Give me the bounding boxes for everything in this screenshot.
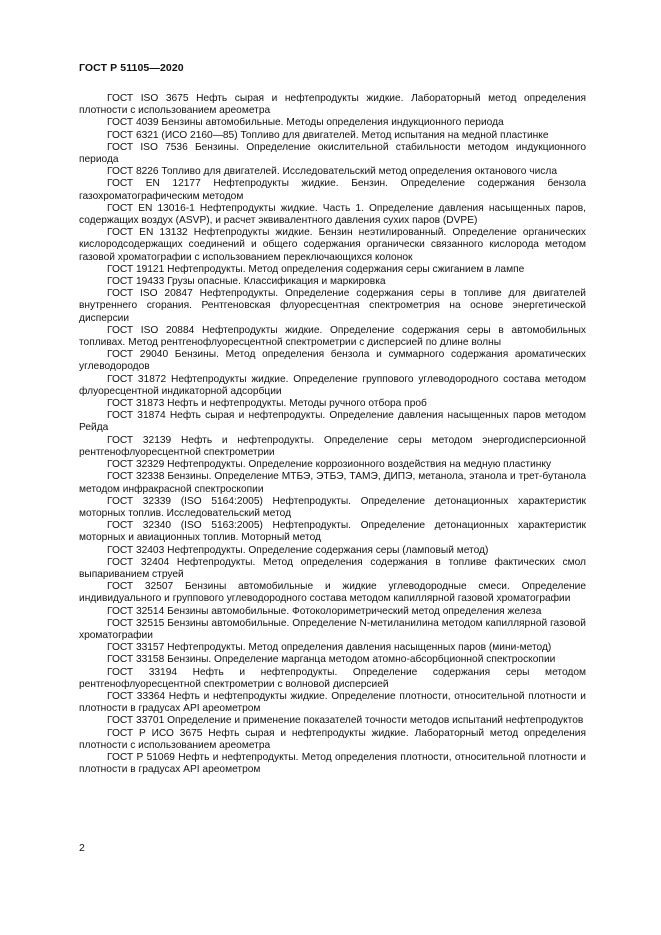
reference-entry: ГОСТ 32329 Нефтепродукты. Определение коррозионного воздействия на медную пластинку bbox=[107, 459, 552, 471]
reference-entry: ГОСТ 32404 Нефтепродукты. Метод определения содержания в топливе фактических смол выпариванием струей bbox=[79, 556, 586, 580]
reference-entry: ГОСТ 32515 Бензины автомобильные. Определение N-метиланилина методом капиллярной газовой хроматографии bbox=[79, 617, 586, 641]
reference-entry: ГОСТ 31873 Нефть и нефтепродукты. Методы ручного отбора проб bbox=[107, 398, 427, 410]
reference-entry: ГОСТ 33157 Нефтепродукты. Метод определения давления насыщенных паров (мини-метод) bbox=[107, 642, 552, 654]
reference-entry: ГОСТ 32339 (ISO 5164:2005) Нефтепродукты. Определение детонационных характеристик моторных топлив. Исследовательский метод bbox=[79, 495, 586, 519]
reference-entry: ГОСТ ISO 20847 Нефтепродукты. Определение содержания серы в топливе для двигателей внутреннего сгорания. Рентгеновская флуоресцентная спектрометрия на основе энергетической дисперсии bbox=[79, 288, 586, 324]
reference-entry: ГОСТ 33194 Нефть и нефтепродукты. Определение содержания серы методом рентгенофлуоресцентной спектрометрии с волновой дисперсией bbox=[79, 666, 586, 690]
reference-entry: ГОСТ 32403 Нефтепродукты. Определение содержания серы (ламповый метод) bbox=[107, 544, 489, 556]
reference-entry: ГОСТ 29040 Бензины. Метод определения бензола и суммарного содержания ароматических углеводородов bbox=[79, 349, 586, 373]
reference-entry: ГОСТ 33364 Нефть и нефтепродукты жидкие. Определение плотности, относительной плотности и плотности в градусах API ареометром bbox=[79, 690, 586, 715]
reference-entry: ГОСТ EN 12177 Нефтепродукты жидкие. Бензин. Определение содержания бензола газохроматографическим методом bbox=[79, 178, 586, 202]
page-header-title: ГОСТ Р 51105—2020 bbox=[79, 62, 184, 74]
reference-entry: ГОСТ 8226 Топливо для двигателей. Исследовательский метод определения октанового числа bbox=[107, 166, 557, 178]
reference-entry: ГОСТ ISO 7536 Бензины. Определение окислительной стабильности методом индукционного периода bbox=[79, 141, 586, 166]
reference-entry: ГОСТ ISO 3675 Нефть сырая и нефтепродукты жидкие. Лабораторный метод определения плотности с использованием ареометра bbox=[79, 93, 586, 117]
reference-entry: ГОСТ 4039 Бензины автомобильные. Методы определения индукционного периода bbox=[107, 117, 504, 129]
reference-entry: ГОСТ Р 51069 Нефть и нефтепродукты. Метод определения плотности, относительной плотности и плотности в градусах API ареометром bbox=[79, 751, 586, 776]
normative-references-list bbox=[79, 93, 586, 776]
reference-entry: ГОСТ 32139 Нефть и нефтепродукты. Определение серы методом энергодисперсионной рентгенофлуоресцентной спектрометрии bbox=[79, 434, 586, 458]
reference-entry: ГОСТ 32338 Бензины. Определение МТБЭ, ЭТБЭ, ТАМЭ, ДИПЭ, метанола, этанола и трет-бутанола методом инфракрасной спектроскопии bbox=[79, 471, 586, 495]
reference-entry: ГОСТ 31872 Нефтепродукты жидкие. Определение группового углеводородного состава методом флуоресцентной индикаторной адсорбции bbox=[79, 373, 586, 397]
reference-entry: ГОСТ EN 13132 Нефтепродукты жидкие. Бензин неэтилированный. Определение органических кислородсодержащих соединений и общего содержания органически связанного кислорода методом газовой хроматографии с использованием переключающихся колонок bbox=[79, 227, 586, 263]
reference-entry: ГОСТ 31874 Нефть сырая и нефтепродукты. Определение давления насыщенных паров методом Рейда bbox=[79, 410, 586, 434]
reference-entry: ГОСТ 19121 Нефтепродукты. Метод определения содержания серы сжиганием в лампе bbox=[107, 263, 525, 275]
reference-entry: ГОСТ 32340 (ISO 5163:2005) Нефтепродукты. Определение детонационных характеристик моторных и авиационных топлив. Моторный метод bbox=[79, 520, 586, 544]
reference-entry: ГОСТ 32514 Бензины автомобильные. Фотоколориметрический метод определения железа bbox=[107, 605, 542, 617]
reference-entry: ГОСТ ISO 20884 Нефтепродукты жидкие. Определение содержания серы в автомобильных топливах. Метод рентгенофлуоресцентной спектрометрии с дисперсией по длине волны bbox=[79, 324, 586, 349]
reference-entry: ГОСТ 6321 (ИСО 2160—85) Топливо для двигателей. Метод испытания на медной пластинке bbox=[107, 129, 549, 141]
reference-entry: ГОСТ 33701 Определение и применение показателей точности методов испытаний нефтепродуктов bbox=[107, 715, 584, 727]
reference-entry: ГОСТ 33158 Бензины. Определение марганца методом атомно-абсорбционной спектроскопии bbox=[107, 654, 556, 666]
reference-entry: ГОСТ Р ИСО 3675 Нефть сырая и нефтепродукты жидкие. Лабораторный метод определения плотности с использованием ареометра bbox=[79, 727, 586, 751]
reference-entry: ГОСТ 32507 Бензины автомобильные и жидкие углеводородные смеси. Определение индивидуального и группового углеводородного состава методом капиллярной газовой хроматографии bbox=[79, 581, 586, 605]
reference-entry: ГОСТ 19433 Грузы опасные. Классификация и маркировка bbox=[107, 276, 386, 288]
reference-entry: ГОСТ EN 13016-1 Нефтепродукты жидкие. Часть 1. Определение давления насыщенных паров, содержащих воздух (ASVP), и расчет эквивалентного давления сухих паров (DVPE) bbox=[79, 202, 586, 227]
page-number: 2 bbox=[79, 842, 85, 854]
